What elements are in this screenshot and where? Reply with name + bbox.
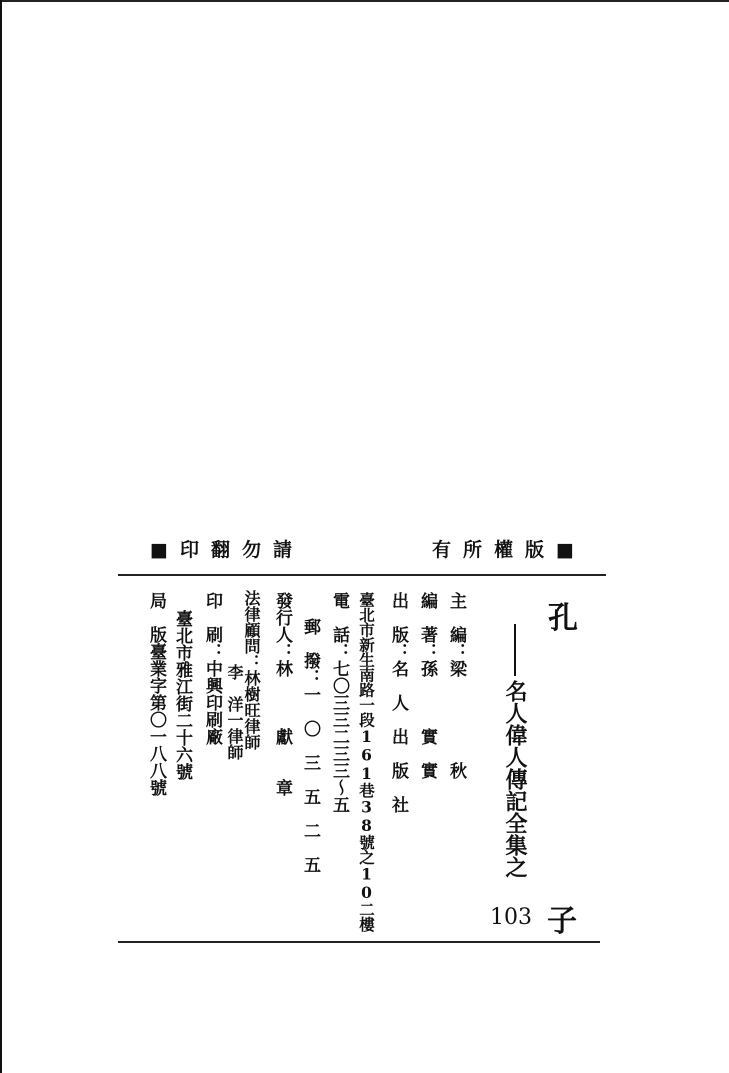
credit-value: 李 洋一律師 [225, 664, 244, 760]
credit-label: 法律顧問： [242, 590, 261, 670]
credit-label: 主 編： [446, 592, 466, 660]
publisher-address [355, 592, 377, 932]
book-title-first-char: 孔 [548, 601, 578, 636]
top-edge-rule [0, 0, 729, 2]
credit-author [415, 592, 440, 932]
credit-value: 臺業字第〇一八八號 [146, 643, 166, 796]
credit-label: 局 版 [146, 592, 166, 643]
bottom-divider [118, 941, 600, 943]
credit-registration [144, 592, 169, 932]
no-reprint-notice: ■印翻勿請 [150, 539, 304, 561]
publisher-postal-account [298, 618, 323, 932]
credit-value: 名 人 出 版 社 [388, 660, 408, 813]
credit-publisher [386, 592, 411, 932]
credit-value: 中興印刷廠 [202, 660, 222, 745]
book-title-second-char: 子 [547, 904, 577, 939]
credit-editor [444, 592, 469, 932]
series-name: 名人偉人傳記全集之 [502, 680, 528, 878]
credit-label: 發行人： [272, 592, 292, 660]
credit-value: 電 話：七〇三三二三三～五 [329, 592, 349, 813]
credit-value: 梁 秋 [446, 660, 466, 779]
credit-label: 編 著： [417, 592, 437, 660]
credit-value: 林樹旺律師 [242, 670, 261, 750]
credit-legal-counsel-2 [223, 664, 246, 932]
printer-address [170, 610, 195, 932]
credit-label: 出 版： [388, 592, 408, 660]
copyright-notice: 有所權版■ [432, 539, 586, 561]
credit-issuer [270, 592, 295, 932]
credit-value: 林 獻 章 [272, 660, 292, 796]
credit-value: 臺北市新生南路一段161巷38號之10二樓 [357, 592, 376, 932]
credit-value: 郵 撥：一 〇 三 五 二 五 [300, 618, 320, 873]
publisher-phone [327, 592, 352, 932]
credit-value: 孫 實 實 [417, 660, 437, 779]
series-dash [514, 624, 516, 676]
credit-label: 印 刷： [202, 592, 222, 660]
series-number: 103 [490, 905, 532, 930]
top-divider [118, 574, 606, 576]
left-edge-rule [0, 0, 2, 1073]
credit-value: 臺北市雅江街二十六號 [172, 610, 192, 780]
credit-printer [200, 592, 225, 932]
